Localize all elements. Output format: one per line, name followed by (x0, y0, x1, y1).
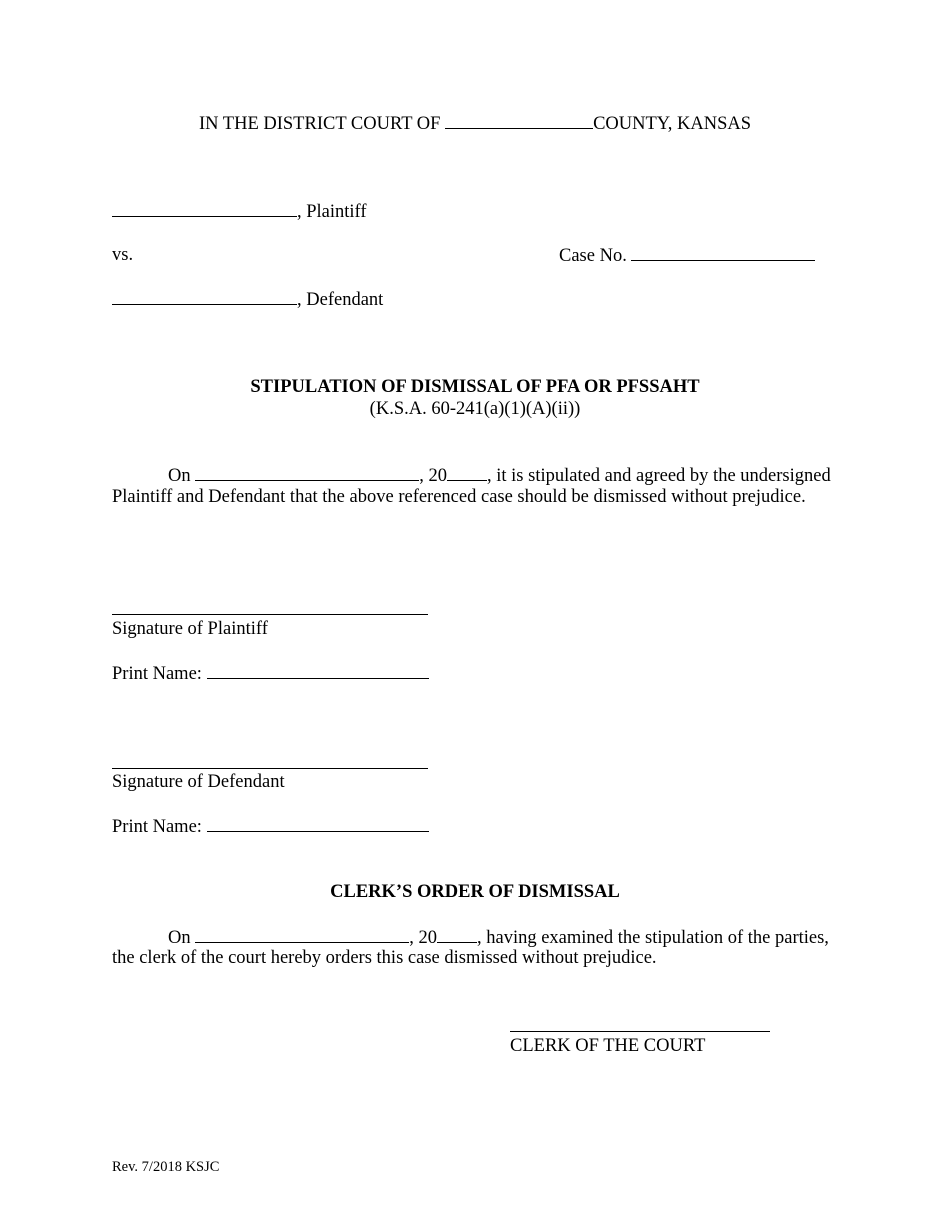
clerk-signature-label: CLERK OF THE COURT (510, 1036, 706, 1056)
document-title: STIPULATION OF DISMISSAL OF PFA OR PFSSAHT (250, 377, 700, 397)
defendant-signature-line[interactable] (112, 768, 428, 769)
clerk-order-line-1 (168, 926, 829, 949)
stipulation-year-prefix: , 20 (419, 466, 447, 486)
plaintiff-signature-label: Signature of Plaintiff (112, 619, 268, 639)
defendant-caption (112, 288, 383, 311)
court-header (0, 112, 950, 135)
clerk-order-year-blank[interactable] (437, 926, 477, 943)
plaintiff-name-blank[interactable] (112, 200, 297, 217)
case-no-label: Case No. (559, 246, 632, 266)
clerk-order-line1-rest: , having examined the stipulation of the parties, (477, 928, 829, 948)
stipulation-date-blank[interactable] (195, 464, 419, 481)
stipulation-line-1 (168, 464, 831, 487)
defendant-name-blank[interactable] (112, 288, 297, 305)
plaintiff-label: , Plaintiff (297, 202, 367, 222)
clerk-order-line-2: the clerk of the court hereby orders this case dismissed without prejudice. (112, 948, 657, 968)
county-blank[interactable] (445, 112, 593, 129)
clerk-order-heading: CLERK’S ORDER OF DISMISSAL (330, 882, 620, 902)
clerk-order-on: On (168, 928, 196, 948)
stipulation-line1-rest: , it is stipulated and agreed by the undersigned (487, 466, 831, 486)
clerk-order-date-blank[interactable] (195, 926, 409, 943)
defendant-print-name (112, 815, 429, 838)
plaintiff-signature-line[interactable] (112, 614, 428, 615)
plaintiff-print-name-blank[interactable] (207, 662, 429, 679)
revision-footer: Rev. 7/2018 KSJC (112, 1159, 220, 1175)
statute-reference: (K.S.A. 60-241(a)(1)(A)(ii)) (369, 399, 581, 419)
stipulation-year-blank[interactable] (447, 464, 487, 481)
clerk-order-year-prefix: , 20 (409, 928, 437, 948)
stipulation-on: On (168, 466, 196, 486)
clerk-signature-line[interactable] (510, 1031, 770, 1032)
court-prefix: IN THE DISTRICT COURT OF (198, 114, 446, 134)
case-number-blank[interactable] (631, 244, 815, 261)
plaintiff-caption (112, 200, 367, 223)
defendant-print-label: Print Name: (112, 817, 207, 837)
defendant-label: , Defendant (297, 290, 384, 310)
defendant-signature-label: Signature of Defendant (112, 772, 285, 792)
vs-label: vs. (112, 245, 134, 265)
court-suffix: COUNTY, KANSAS (593, 114, 752, 134)
plaintiff-print-name (112, 662, 429, 685)
plaintiff-print-label: Print Name: (112, 664, 207, 684)
defendant-print-name-blank[interactable] (207, 815, 429, 832)
case-number (559, 244, 815, 267)
stipulation-line-2: Plaintiff and Defendant that the above referenced case should be dismissed without prejudice. (112, 487, 806, 507)
